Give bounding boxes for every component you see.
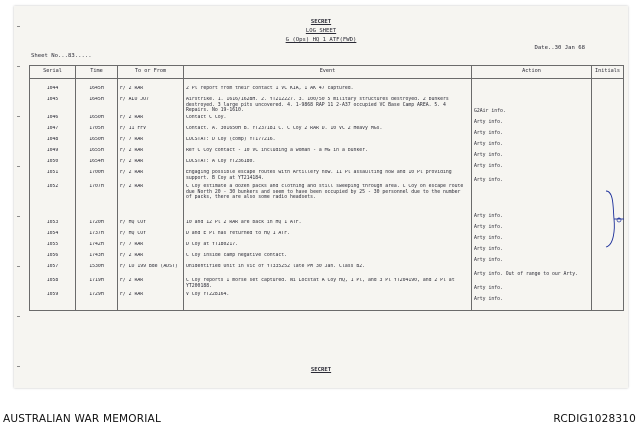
serial-cell: 1044 bbox=[30, 86, 76, 97]
sheet-date: Date..30 Jan 68 bbox=[534, 45, 585, 51]
handwritten-bracket-mark bbox=[604, 189, 626, 249]
table-header-row bbox=[30, 66, 624, 79]
time-cell: 1743H bbox=[76, 253, 118, 264]
time-cell: 1655H bbox=[76, 148, 118, 159]
time-cell: 1742H bbox=[76, 242, 118, 253]
header-event: Event bbox=[184, 66, 472, 79]
event-cell: Airstrike. 1. 1616/1628H. 2. YT212227. 3. 100/50 5 military structures destroyed. 2 bunkers destroyed. 3 large pits uncovered. 4. 1-9868 RAP 11 2-A37 occupied VC Base Camp AREA. 5. 4 Repairs. No 19-1610. bbox=[184, 97, 472, 115]
log-table bbox=[29, 65, 624, 311]
event-cell: D Coy at YT180217. bbox=[184, 242, 472, 253]
action-cell: Arty info. bbox=[472, 278, 592, 292]
to-or-from-cell: F/ 11 FFV bbox=[118, 126, 184, 137]
time-cell: 1720H bbox=[76, 220, 118, 231]
table-spacer-row bbox=[30, 303, 624, 311]
event-cell: C Coy inside camp negative contact. bbox=[184, 253, 472, 264]
to-or-from-cell: F/ 2 RAR bbox=[118, 184, 184, 220]
initials-cell bbox=[592, 170, 624, 184]
table-row bbox=[30, 126, 624, 137]
serial-cell: 1047 bbox=[30, 126, 76, 137]
institution-name: AUSTRALIAN WAR MEMORIAL bbox=[3, 413, 161, 425]
action-cell: Arty info. bbox=[472, 184, 592, 220]
table-row bbox=[30, 220, 624, 231]
time-cell: 1729H bbox=[76, 292, 118, 303]
table-row bbox=[30, 170, 624, 184]
event-cell: D and E Pl has returned to HQ 1 ATF. bbox=[184, 231, 472, 242]
security-classification-top: SECRET bbox=[310, 19, 332, 25]
initials-cell bbox=[592, 86, 624, 97]
time-cell: 1645H bbox=[76, 86, 118, 97]
to-or-from-cell: F/ 7 RAR bbox=[118, 137, 184, 148]
to-or-from-cell: F/ 2 RAR bbox=[118, 170, 184, 184]
event-cell: C Coy reports 1 morse set captured. Ni Locstat A Coy HQ, 1 Pl, and 3 Pl YT204190, and 2 Pl at YT200188. bbox=[184, 278, 472, 292]
serial-cell: 1045 bbox=[30, 97, 76, 115]
action-cell: Arty info. Out of range to our Arty. bbox=[472, 264, 592, 278]
action-cell: G2Air info. bbox=[472, 97, 592, 115]
security-classification-bottom: SECRET bbox=[310, 367, 332, 373]
event-cell: V Coy YT228164. bbox=[184, 292, 472, 303]
serial-cell: 1058 bbox=[30, 278, 76, 292]
action-cell bbox=[472, 86, 592, 97]
serial-cell: 1046 bbox=[30, 115, 76, 126]
event-cell: C Coy estimate a dozen packs and clothing and still sweeping through area. C Coy on escape route due North 20 - 30 bunkers and seem to have been occupied by 25 - 30 personnel due to the number of packs, there are also some radio headsets. bbox=[184, 184, 472, 220]
action-cell: Arty info. bbox=[472, 126, 592, 137]
to-or-from-cell: F/ ALO JO7 bbox=[118, 97, 184, 115]
event-cell: Contact. A. 301650H B. YT237181 C. C Coy 2 RAR D. 10 VC 2 Heavy MGs. bbox=[184, 126, 472, 137]
action-cell: Arty info. bbox=[472, 148, 592, 159]
to-or-from-cell: F/ 2 RAR bbox=[118, 148, 184, 159]
initials-cell bbox=[592, 126, 624, 137]
initials-cell bbox=[592, 159, 624, 170]
time-cell: 1705H bbox=[76, 126, 118, 137]
unit-designation: G (Ops) HQ 1 ATF(FWD) bbox=[285, 37, 357, 43]
action-cell: Arty info. bbox=[472, 137, 592, 148]
to-or-from-cell: F/ LO 199 Bde (ADST) bbox=[118, 264, 184, 278]
time-cell: 1650H bbox=[76, 137, 118, 148]
to-or-from-cell: F/ HQ COY bbox=[118, 220, 184, 231]
event-cell: Ref C Coy contact - 10 VC including a woman - a MG in a bunker. bbox=[184, 148, 472, 159]
initials-cell bbox=[592, 115, 624, 126]
time-cell: 1707H bbox=[76, 184, 118, 220]
table-row bbox=[30, 253, 624, 264]
table-row bbox=[30, 264, 624, 278]
archive-footer bbox=[0, 411, 640, 427]
header-action: Action bbox=[472, 66, 592, 79]
action-cell: Arty info. bbox=[472, 292, 592, 303]
time-cell: 1650H bbox=[76, 115, 118, 126]
document-title: LOG SHEET bbox=[305, 28, 337, 34]
event-cell: Engaging possible escape routes with Artillery now. 11 Pl assaulting now and 10 Pl providing support. B Coy at YT214184. bbox=[184, 170, 472, 184]
table-row bbox=[30, 231, 624, 242]
event-cell: Contact C Coy. bbox=[184, 115, 472, 126]
event-cell: 10 and 12 Pl 2 RAR are back in HQ 1 ATF. bbox=[184, 220, 472, 231]
header-serial: Serial bbox=[30, 66, 76, 79]
initials-cell bbox=[592, 137, 624, 148]
time-cell: 1700H bbox=[76, 170, 118, 184]
initials-cell bbox=[592, 292, 624, 303]
time-cell: 1654H bbox=[76, 159, 118, 170]
table-row bbox=[30, 148, 624, 159]
header-to-or-from: To or From bbox=[118, 66, 184, 79]
event-cell: Unidentified Unit in vic of YT335252 late PM 30 Jan. Class B2. bbox=[184, 264, 472, 278]
serial-cell: 1054 bbox=[30, 231, 76, 242]
to-or-from-cell: F/ 2 RAR bbox=[118, 253, 184, 264]
table-row bbox=[30, 137, 624, 148]
to-or-from-cell: F/ 2 RAR bbox=[118, 159, 184, 170]
to-or-from-cell: F/ HQ COY bbox=[118, 231, 184, 242]
header-time: Time bbox=[76, 66, 118, 79]
action-cell: Arty info. bbox=[472, 115, 592, 126]
table-row bbox=[30, 292, 624, 303]
serial-cell: 1048 bbox=[30, 137, 76, 148]
margin-punch-marks bbox=[14, 6, 24, 388]
action-cell: Arty info. bbox=[472, 253, 592, 264]
action-cell: Arty info. bbox=[472, 159, 592, 170]
initials-cell bbox=[592, 278, 624, 292]
serial-cell: 1056 bbox=[30, 253, 76, 264]
table-row bbox=[30, 242, 624, 253]
to-or-from-cell: F/ 7 RAR bbox=[118, 242, 184, 253]
to-or-from-cell: F/ 2 RAR bbox=[118, 115, 184, 126]
time-cell: 1737H bbox=[76, 231, 118, 242]
table-row bbox=[30, 278, 624, 292]
event-cell: LOCSTAT: D Coy (comp) YT177216. bbox=[184, 137, 472, 148]
to-or-from-cell: F/ 2 RAR bbox=[118, 278, 184, 292]
table-row bbox=[30, 97, 624, 115]
time-cell: 1530H bbox=[76, 264, 118, 278]
archive-reference: RCDIG1028310 bbox=[553, 413, 636, 425]
table-row bbox=[30, 86, 624, 97]
event-cell: LOCSTAT: A Coy YT236180. bbox=[184, 159, 472, 170]
serial-cell: 1053 bbox=[30, 220, 76, 231]
serial-cell: 1055 bbox=[30, 242, 76, 253]
table-row bbox=[30, 184, 624, 220]
initials-cell bbox=[592, 264, 624, 278]
initials-cell bbox=[592, 253, 624, 264]
table-spacer-row bbox=[30, 79, 624, 87]
log-sheet-page bbox=[14, 6, 628, 388]
table-row bbox=[30, 115, 624, 126]
serial-cell: 1051 bbox=[30, 170, 76, 184]
action-cell: Arty info. bbox=[472, 242, 592, 253]
sheet-number: Sheet No...83..... bbox=[31, 53, 92, 59]
serial-cell: 1059 bbox=[30, 292, 76, 303]
time-cell: 1645H bbox=[76, 97, 118, 115]
action-cell: Arty info. bbox=[472, 170, 592, 184]
to-or-from-cell: F/ 2 RAR bbox=[118, 292, 184, 303]
initials-cell bbox=[592, 97, 624, 115]
action-cell: Arty info. bbox=[472, 231, 592, 242]
table-row bbox=[30, 159, 624, 170]
serial-cell: 1052 bbox=[30, 184, 76, 220]
serial-cell: 1049 bbox=[30, 148, 76, 159]
event-cell: 2 Pl report from their contact 1 VC KIA, 1 AK 47 captured. bbox=[184, 86, 472, 97]
to-or-from-cell: F/ 2 RAR bbox=[118, 86, 184, 97]
action-cell: Arty info. bbox=[472, 220, 592, 231]
serial-cell: 1057 bbox=[30, 264, 76, 278]
time-cell: 1719H bbox=[76, 278, 118, 292]
initials-cell bbox=[592, 148, 624, 159]
serial-cell: 1050 bbox=[30, 159, 76, 170]
header-initials: Initials bbox=[592, 66, 624, 79]
